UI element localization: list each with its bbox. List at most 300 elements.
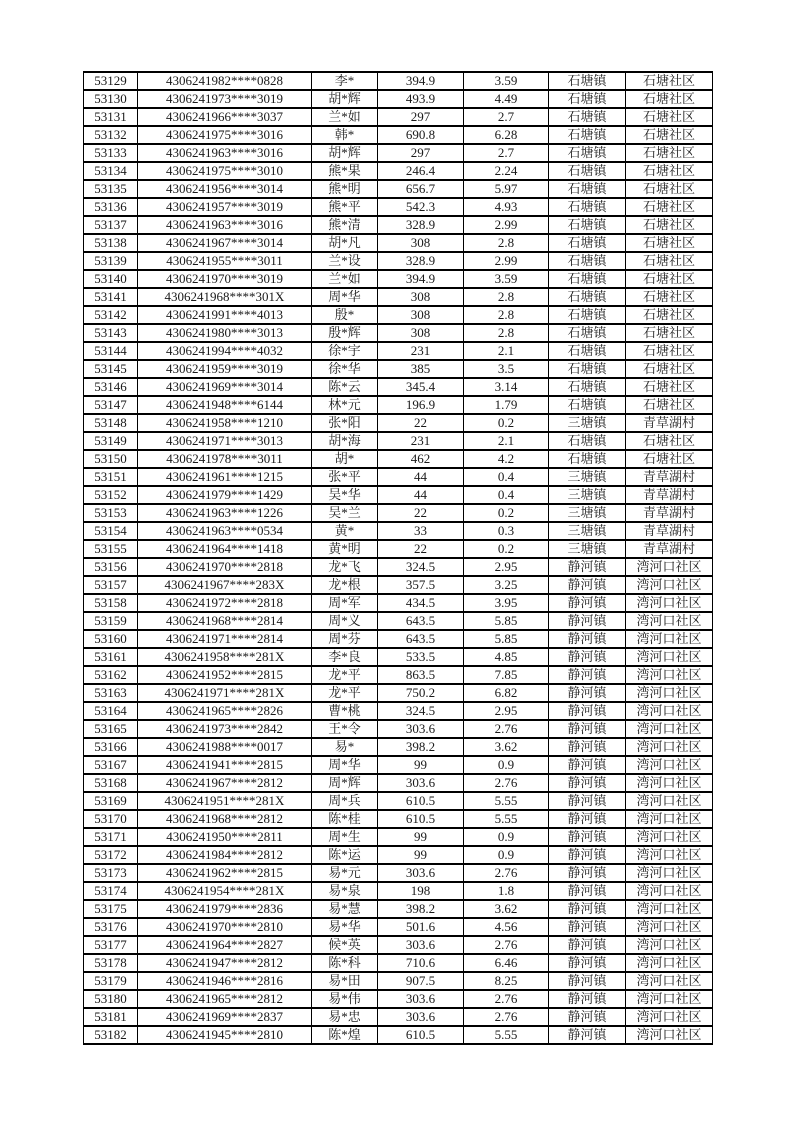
cell-serial-number: 53156: [84, 558, 138, 576]
table-row: [84, 954, 713, 972]
cell-name: 吴*华: [312, 486, 378, 504]
table-row: [84, 936, 713, 954]
cell-area: 3.14: [464, 378, 549, 396]
cell-village: 湾河口社区: [626, 1008, 713, 1026]
cell-id-number: 4306241978****3011: [138, 450, 312, 468]
cell-area: 0.9: [464, 828, 549, 846]
cell-town: 静河镇: [549, 612, 626, 630]
cell-serial-number: 53135: [84, 180, 138, 198]
cell-serial-number: 53131: [84, 108, 138, 126]
table-row: [84, 756, 713, 774]
table-row: [84, 1008, 713, 1026]
cell-village: 湾河口社区: [626, 846, 713, 864]
cell-name: 张*平: [312, 468, 378, 486]
cell-serial-number: 53165: [84, 720, 138, 738]
cell-id-number: 4306241969****3014: [138, 378, 312, 396]
cell-town: 石塘镇: [549, 360, 626, 378]
cell-name: 徐*宇: [312, 342, 378, 360]
cell-id-number: 4306241958****1210: [138, 414, 312, 432]
cell-id-number: 4306241948****6144: [138, 396, 312, 414]
cell-name: 熊*明: [312, 180, 378, 198]
cell-id-number: 4306241994****4032: [138, 342, 312, 360]
cell-id-number: 4306241964****1418: [138, 540, 312, 558]
cell-area: 6.82: [464, 684, 549, 702]
cell-name: 易*伟: [312, 990, 378, 1008]
cell-area: 2.76: [464, 864, 549, 882]
cell-serial-number: 53133: [84, 144, 138, 162]
cell-area: 2.99: [464, 216, 549, 234]
cell-town: 石塘镇: [549, 288, 626, 306]
cell-village: 石塘社区: [626, 432, 713, 450]
cell-name: 易*元: [312, 864, 378, 882]
cell-village: 石塘社区: [626, 198, 713, 216]
cell-name: 兰*设: [312, 252, 378, 270]
table-row: [84, 774, 713, 792]
cell-name: 龙*根: [312, 576, 378, 594]
cell-name: 张*阳: [312, 414, 378, 432]
cell-amount: 297: [378, 108, 464, 126]
cell-id-number: 4306241984****2812: [138, 846, 312, 864]
cell-town: 静河镇: [549, 666, 626, 684]
cell-serial-number: 53141: [84, 288, 138, 306]
cell-serial-number: 53182: [84, 1026, 138, 1044]
cell-serial-number: 53176: [84, 918, 138, 936]
cell-town: 石塘镇: [549, 378, 626, 396]
cell-amount: 22: [378, 504, 464, 522]
cell-town: 石塘镇: [549, 198, 626, 216]
cell-amount: 308: [378, 306, 464, 324]
cell-town: 静河镇: [549, 828, 626, 846]
table-row: [84, 648, 713, 666]
cell-serial-number: 53137: [84, 216, 138, 234]
cell-name: 兰*如: [312, 270, 378, 288]
cell-village: 湾河口社区: [626, 648, 713, 666]
cell-town: 石塘镇: [549, 144, 626, 162]
cell-id-number: 4306241954****281X: [138, 882, 312, 900]
cell-name: 陈*运: [312, 846, 378, 864]
cell-name: 韩*: [312, 126, 378, 144]
cell-name: 胡*辉: [312, 90, 378, 108]
table-row: [84, 828, 713, 846]
cell-name: 陈*科: [312, 954, 378, 972]
cell-area: 2.76: [464, 936, 549, 954]
cell-serial-number: 53161: [84, 648, 138, 666]
cell-id-number: 4306241970****2818: [138, 558, 312, 576]
cell-id-number: 4306241975****3016: [138, 126, 312, 144]
cell-area: 6.46: [464, 954, 549, 972]
cell-area: 2.24: [464, 162, 549, 180]
cell-amount: 22: [378, 414, 464, 432]
records-table-body: [84, 72, 713, 1044]
cell-id-number: 4306241965****2812: [138, 990, 312, 1008]
cell-area: 2.8: [464, 234, 549, 252]
cell-id-number: 4306241945****2810: [138, 1026, 312, 1044]
cell-town: 静河镇: [549, 918, 626, 936]
cell-id-number: 4306241961****1215: [138, 468, 312, 486]
cell-area: 6.28: [464, 126, 549, 144]
cell-village: 湾河口社区: [626, 792, 713, 810]
cell-amount: 907.5: [378, 972, 464, 990]
cell-town: 静河镇: [549, 756, 626, 774]
table-row: [84, 594, 713, 612]
cell-town: 石塘镇: [549, 252, 626, 270]
cell-id-number: 4306241966****3037: [138, 108, 312, 126]
cell-name: 陈*煌: [312, 1026, 378, 1044]
cell-town: 石塘镇: [549, 90, 626, 108]
table-row: [84, 216, 713, 234]
cell-village: 湾河口社区: [626, 810, 713, 828]
records-table: [83, 71, 713, 1045]
cell-area: 3.95: [464, 594, 549, 612]
table-row: [84, 90, 713, 108]
cell-village: 湾河口社区: [626, 972, 713, 990]
table-row: [84, 684, 713, 702]
cell-amount: 297: [378, 144, 464, 162]
cell-serial-number: 53143: [84, 324, 138, 342]
cell-serial-number: 53178: [84, 954, 138, 972]
cell-name: 胡*海: [312, 432, 378, 450]
cell-serial-number: 53180: [84, 990, 138, 1008]
cell-id-number: 4306241967****2812: [138, 774, 312, 792]
cell-id-number: 4306241957****3019: [138, 198, 312, 216]
table-row: [84, 414, 713, 432]
cell-area: 0.4: [464, 486, 549, 504]
cell-serial-number: 53139: [84, 252, 138, 270]
cell-village: 石塘社区: [626, 162, 713, 180]
cell-amount: 303.6: [378, 864, 464, 882]
cell-id-number: 4306241980****3013: [138, 324, 312, 342]
cell-amount: 610.5: [378, 810, 464, 828]
cell-village: 湾河口社区: [626, 576, 713, 594]
cell-serial-number: 53147: [84, 396, 138, 414]
cell-serial-number: 53166: [84, 738, 138, 756]
cell-area: 5.85: [464, 630, 549, 648]
cell-id-number: 4306241941****2815: [138, 756, 312, 774]
cell-town: 石塘镇: [549, 72, 626, 90]
cell-id-number: 4306241967****3014: [138, 234, 312, 252]
cell-amount: 303.6: [378, 936, 464, 954]
cell-area: 5.55: [464, 810, 549, 828]
cell-village: 湾河口社区: [626, 774, 713, 792]
table-row: [84, 792, 713, 810]
cell-town: 静河镇: [549, 864, 626, 882]
cell-town: 石塘镇: [549, 306, 626, 324]
cell-town: 静河镇: [549, 846, 626, 864]
cell-area: 1.8: [464, 882, 549, 900]
cell-area: 3.62: [464, 738, 549, 756]
cell-area: 3.25: [464, 576, 549, 594]
cell-village: 石塘社区: [626, 180, 713, 198]
cell-id-number: 4306241963****3016: [138, 216, 312, 234]
cell-name: 胡*: [312, 450, 378, 468]
cell-amount: 542.3: [378, 198, 464, 216]
table-row: [84, 720, 713, 738]
cell-village: 青草湖村: [626, 522, 713, 540]
cell-serial-number: 53164: [84, 702, 138, 720]
cell-area: 2.8: [464, 288, 549, 306]
table-row: [84, 450, 713, 468]
cell-name: 龙*飞: [312, 558, 378, 576]
cell-area: 0.2: [464, 504, 549, 522]
table-row: [84, 702, 713, 720]
cell-serial-number: 53159: [84, 612, 138, 630]
cell-town: 石塘镇: [549, 270, 626, 288]
table-row: [84, 108, 713, 126]
cell-area: 2.8: [464, 306, 549, 324]
table-row: [84, 558, 713, 576]
cell-name: 熊*平: [312, 198, 378, 216]
cell-serial-number: 53144: [84, 342, 138, 360]
cell-village: 青草湖村: [626, 504, 713, 522]
cell-amount: 610.5: [378, 1026, 464, 1044]
cell-name: 易*慧: [312, 900, 378, 918]
table-row: [84, 252, 713, 270]
cell-serial-number: 53138: [84, 234, 138, 252]
cell-town: 静河镇: [549, 702, 626, 720]
table-row: [84, 378, 713, 396]
cell-serial-number: 53171: [84, 828, 138, 846]
table-row: [84, 162, 713, 180]
table-row: [84, 918, 713, 936]
table-row: [84, 810, 713, 828]
cell-amount: 44: [378, 468, 464, 486]
cell-serial-number: 53150: [84, 450, 138, 468]
cell-area: 5.97: [464, 180, 549, 198]
cell-id-number: 4306241970****3019: [138, 270, 312, 288]
cell-serial-number: 53179: [84, 972, 138, 990]
cell-amount: 99: [378, 756, 464, 774]
cell-town: 石塘镇: [549, 450, 626, 468]
cell-amount: 324.5: [378, 702, 464, 720]
cell-area: 0.4: [464, 468, 549, 486]
cell-id-number: 4306241970****2810: [138, 918, 312, 936]
table-row: [84, 72, 713, 90]
cell-id-number: 4306241964****2827: [138, 936, 312, 954]
table-row: [84, 612, 713, 630]
cell-town: 静河镇: [549, 684, 626, 702]
table-row: [84, 288, 713, 306]
cell-village: 湾河口社区: [626, 864, 713, 882]
cell-village: 石塘社区: [626, 270, 713, 288]
cell-id-number: 4306241973****3019: [138, 90, 312, 108]
cell-town: 石塘镇: [549, 396, 626, 414]
cell-serial-number: 53151: [84, 468, 138, 486]
cell-name: 周*兵: [312, 792, 378, 810]
cell-village: 湾河口社区: [626, 882, 713, 900]
cell-area: 2.7: [464, 144, 549, 162]
cell-town: 三塘镇: [549, 414, 626, 432]
cell-id-number: 4306241968****301X: [138, 288, 312, 306]
cell-amount: 643.5: [378, 612, 464, 630]
cell-village: 青草湖村: [626, 414, 713, 432]
cell-id-number: 4306241963****3016: [138, 144, 312, 162]
cell-serial-number: 53142: [84, 306, 138, 324]
cell-name: 胡*凡: [312, 234, 378, 252]
table-row: [84, 666, 713, 684]
cell-amount: 303.6: [378, 1008, 464, 1026]
cell-area: 2.1: [464, 342, 549, 360]
cell-area: 5.85: [464, 612, 549, 630]
cell-area: 5.55: [464, 1026, 549, 1044]
cell-id-number: 4306241968****2812: [138, 810, 312, 828]
table-row: [84, 882, 713, 900]
cell-area: 4.56: [464, 918, 549, 936]
cell-serial-number: 53136: [84, 198, 138, 216]
table-row: [84, 126, 713, 144]
cell-amount: 328.9: [378, 252, 464, 270]
cell-village: 石塘社区: [626, 252, 713, 270]
cell-area: 2.95: [464, 558, 549, 576]
cell-amount: 394.9: [378, 72, 464, 90]
cell-amount: 308: [378, 288, 464, 306]
cell-village: 石塘社区: [626, 90, 713, 108]
cell-id-number: 4306241947****2812: [138, 954, 312, 972]
cell-village: 湾河口社区: [626, 720, 713, 738]
cell-amount: 462: [378, 450, 464, 468]
table-row: [84, 396, 713, 414]
cell-serial-number: 53153: [84, 504, 138, 522]
table-row: [84, 522, 713, 540]
cell-town: 三塘镇: [549, 486, 626, 504]
cell-serial-number: 53130: [84, 90, 138, 108]
table-row: [84, 432, 713, 450]
cell-town: 静河镇: [549, 936, 626, 954]
cell-name: 吴*兰: [312, 504, 378, 522]
cell-serial-number: 53170: [84, 810, 138, 828]
cell-area: 2.95: [464, 702, 549, 720]
cell-area: 3.62: [464, 900, 549, 918]
cell-amount: 196.9: [378, 396, 464, 414]
cell-village: 湾河口社区: [626, 666, 713, 684]
cell-town: 静河镇: [549, 900, 626, 918]
cell-town: 静河镇: [549, 774, 626, 792]
cell-village: 湾河口社区: [626, 558, 713, 576]
cell-amount: 231: [378, 432, 464, 450]
cell-name: 李*: [312, 72, 378, 90]
cell-town: 静河镇: [549, 810, 626, 828]
cell-id-number: 4306241959****3019: [138, 360, 312, 378]
cell-serial-number: 53149: [84, 432, 138, 450]
cell-id-number: 4306241951****281X: [138, 792, 312, 810]
cell-village: 石塘社区: [626, 450, 713, 468]
cell-amount: 308: [378, 234, 464, 252]
cell-amount: 246.4: [378, 162, 464, 180]
cell-village: 石塘社区: [626, 324, 713, 342]
table-row: [84, 198, 713, 216]
cell-amount: 345.4: [378, 378, 464, 396]
cell-id-number: 4306241971****3013: [138, 432, 312, 450]
table-row: [84, 738, 713, 756]
cell-town: 静河镇: [549, 1026, 626, 1044]
cell-town: 静河镇: [549, 594, 626, 612]
cell-id-number: 4306241972****2818: [138, 594, 312, 612]
cell-area: 0.2: [464, 414, 549, 432]
table-row: [84, 990, 713, 1008]
cell-area: 8.25: [464, 972, 549, 990]
cell-id-number: 4306241950****2811: [138, 828, 312, 846]
cell-town: 静河镇: [549, 954, 626, 972]
cell-serial-number: 53167: [84, 756, 138, 774]
cell-name: 易*: [312, 738, 378, 756]
cell-id-number: 4306241958****281X: [138, 648, 312, 666]
table-row: [84, 342, 713, 360]
cell-town: 静河镇: [549, 720, 626, 738]
cell-name: 周*义: [312, 612, 378, 630]
cell-village: 湾河口社区: [626, 756, 713, 774]
cell-serial-number: 53169: [84, 792, 138, 810]
table-row: [84, 306, 713, 324]
table-row: [84, 540, 713, 558]
cell-area: 4.49: [464, 90, 549, 108]
cell-amount: 394.9: [378, 270, 464, 288]
cell-id-number: 4306241979****2836: [138, 900, 312, 918]
cell-town: 石塘镇: [549, 324, 626, 342]
cell-town: 静河镇: [549, 990, 626, 1008]
cell-amount: 303.6: [378, 774, 464, 792]
cell-town: 静河镇: [549, 792, 626, 810]
cell-town: 静河镇: [549, 558, 626, 576]
cell-village: 湾河口社区: [626, 612, 713, 630]
cell-id-number: 4306241963****1226: [138, 504, 312, 522]
cell-town: 静河镇: [549, 738, 626, 756]
cell-amount: 99: [378, 846, 464, 864]
cell-town: 石塘镇: [549, 234, 626, 252]
table-row: [84, 486, 713, 504]
cell-area: 2.76: [464, 720, 549, 738]
cell-area: 3.5: [464, 360, 549, 378]
cell-serial-number: 53162: [84, 666, 138, 684]
cell-serial-number: 53168: [84, 774, 138, 792]
cell-id-number: 4306241969****2837: [138, 1008, 312, 1026]
cell-name: 殷*辉: [312, 324, 378, 342]
cell-village: 湾河口社区: [626, 828, 713, 846]
cell-town: 三塘镇: [549, 540, 626, 558]
cell-serial-number: 53145: [84, 360, 138, 378]
cell-name: 龙*平: [312, 684, 378, 702]
cell-village: 石塘社区: [626, 72, 713, 90]
cell-village: 石塘社区: [626, 342, 713, 360]
cell-serial-number: 53146: [84, 378, 138, 396]
cell-name: 候*英: [312, 936, 378, 954]
table-row: [84, 972, 713, 990]
cell-village: 石塘社区: [626, 306, 713, 324]
cell-town: 石塘镇: [549, 162, 626, 180]
cell-area: 2.99: [464, 252, 549, 270]
cell-village: 湾河口社区: [626, 900, 713, 918]
cell-area: 7.85: [464, 666, 549, 684]
cell-amount: 610.5: [378, 792, 464, 810]
cell-area: 3.59: [464, 270, 549, 288]
cell-town: 石塘镇: [549, 126, 626, 144]
cell-town: 静河镇: [549, 576, 626, 594]
cell-name: 易*华: [312, 918, 378, 936]
table-row: [84, 270, 713, 288]
cell-name: 曹*桃: [312, 702, 378, 720]
cell-town: 静河镇: [549, 1008, 626, 1026]
cell-village: 湾河口社区: [626, 630, 713, 648]
cell-area: 4.2: [464, 450, 549, 468]
cell-name: 徐*华: [312, 360, 378, 378]
cell-name: 黄*明: [312, 540, 378, 558]
cell-town: 静河镇: [549, 630, 626, 648]
cell-amount: 493.9: [378, 90, 464, 108]
cell-serial-number: 53140: [84, 270, 138, 288]
cell-amount: 324.5: [378, 558, 464, 576]
cell-id-number: 4306241971****2814: [138, 630, 312, 648]
cell-id-number: 4306241955****3011: [138, 252, 312, 270]
cell-name: 胡*辉: [312, 144, 378, 162]
cell-area: 0.9: [464, 846, 549, 864]
